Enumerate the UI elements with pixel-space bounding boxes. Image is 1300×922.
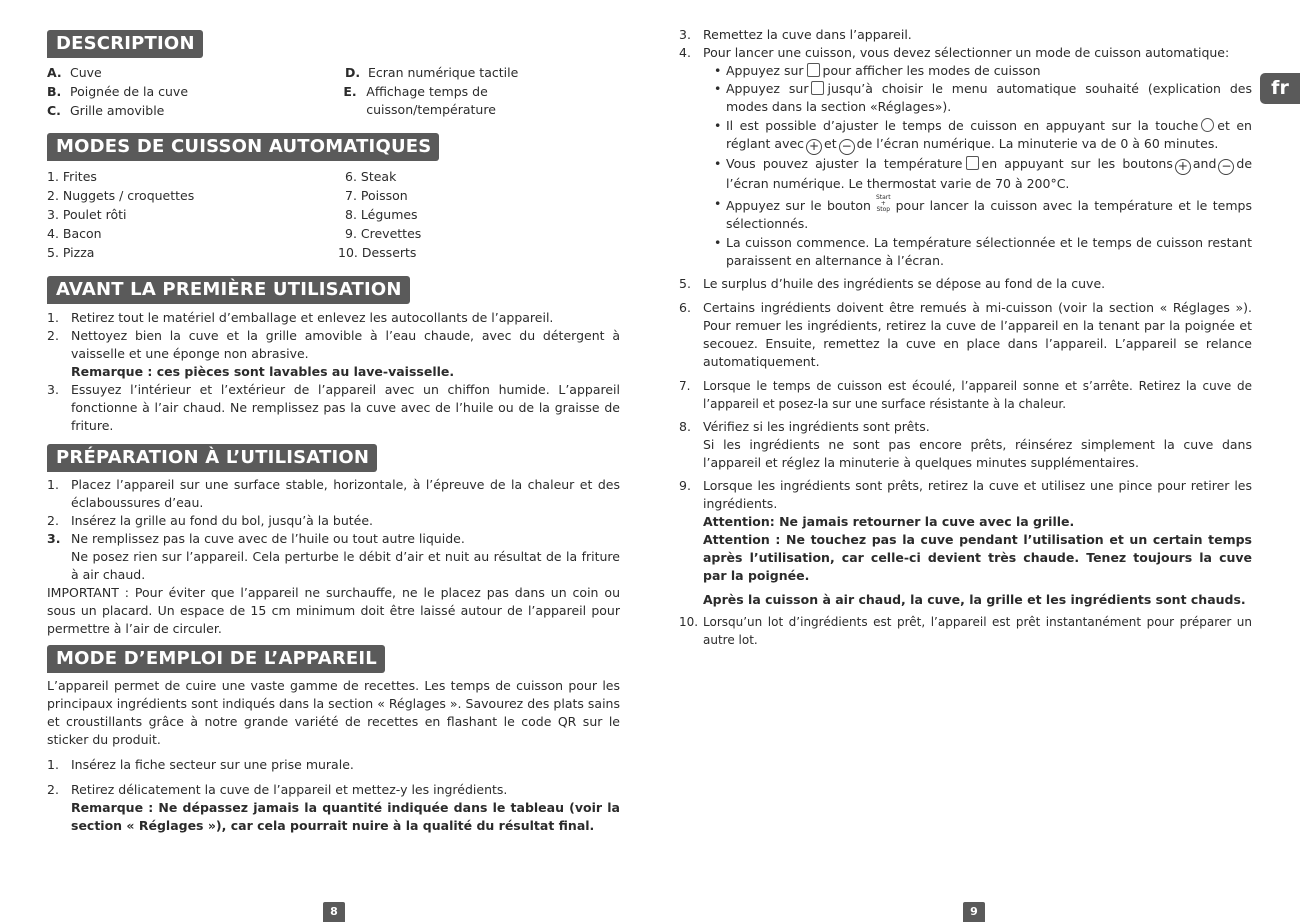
bullet-text: de l’écran numérique. La minuterie va de 0 à 60 minutes. <box>856 136 1219 151</box>
list-item <box>679 377 1252 413</box>
item-letter: E. <box>343 84 357 99</box>
minus-icon: − <box>1218 159 1234 175</box>
mode-item: 8. Légumes <box>345 207 418 222</box>
item-letter: B. <box>47 84 62 99</box>
mode-item: 5. Pizza <box>47 245 95 260</box>
warning-text: Attention: Ne jamais retourner la cuve avec la grille. <box>703 514 1075 529</box>
mode-item: 4. Bacon <box>47 226 102 241</box>
warning-text: Attention : Ne touchez pas la cuve pendant l’utilisation et un certain temps après l’utilisation, car celle-ci devient très chaude. Tenez toujours la cuve par la poignée. <box>703 532 1252 583</box>
item-text: Insérez la grille au fond du bol, jusqu’à la butée. <box>71 513 374 528</box>
list-item <box>679 418 1252 472</box>
bullet-item: • Appuyez sur jusqu’à choisir le menu automatique souhaité (explication des modes dans la section «Réglages»). <box>714 81 1253 114</box>
item-text: Retirez délicatement la cuve de l’appareil et mettez-y les ingrédients. <box>71 782 508 797</box>
list-item <box>47 327 620 381</box>
bullet-item: • Vous pouvez ajuster la température en appuyant sur les boutons + and − de l’écran numérique. Le thermostat varie de 70 à 200°C. <box>714 156 1253 191</box>
bullet-text: Appuyez sur le bouton <box>726 198 871 213</box>
item-number: 9. <box>679 478 691 493</box>
bullet-text: et en réglant avec <box>726 118 1252 151</box>
preparation-heading: PRÉPARATION À L’UTILISATION <box>47 444 377 472</box>
mode-item: 2. Nuggets / croquettes <box>47 188 195 203</box>
item-letter: D. <box>345 65 361 80</box>
list-item <box>47 381 620 435</box>
item-text: Lorsqu’un lot d’ingrédients est prêt, l’appareil est prêt instantanément pour préparer un autre lot. <box>703 615 1252 647</box>
language-tab: fr <box>1260 73 1300 104</box>
item-text: Si les ingrédients ne sont pas encore prêts, réinsérez simplement la cuve dans l’appareil et réglez la minuterie à quelques minutes supplémentaires. <box>703 437 1252 470</box>
item-label: Poignée de la cuve <box>70 84 189 99</box>
item-text: Ne posez rien sur l’appareil. Cela perturbe le débit d’air et nuit au résultat de la friture à air chaud. <box>71 549 620 582</box>
list-item <box>679 613 1252 649</box>
bullet-text: pour lancer la cuisson avec la température et le temps sélectionnés. <box>726 198 1252 231</box>
list-item <box>47 476 620 512</box>
mode-item: 7. Poisson <box>345 188 408 203</box>
item-number: 1. <box>47 310 59 325</box>
mode-emploi-intro: L’appareil permet de cuire une vaste gamme de recettes. Les temps de cuisson pour les principaux ingrédients sont indiqués dans la section « Réglages ». Savourez des plats sains et croustillants grâce à notre grande variété de recettes en flashant le code QR sur le sticker du produit. <box>47 678 620 747</box>
bullet-text: en appuyant sur les boutons <box>981 156 1173 171</box>
item-text: Retirez tout le matériel d’emballage et enlevez les autocollants de l’appareil. <box>71 310 554 325</box>
stop-label: Stop <box>876 206 891 213</box>
bullet-list <box>714 62 1252 270</box>
list-item <box>679 44 1252 270</box>
avant-list <box>47 309 620 435</box>
mode-item: 6. Steak <box>345 169 397 184</box>
list-item <box>679 26 1252 44</box>
list-item <box>47 530 620 584</box>
right-column <box>679 26 1252 649</box>
list-item <box>47 309 620 327</box>
mode-item: 3. Poulet rôti <box>47 207 127 222</box>
item-text: Lorsque les ingrédients sont prêts, retirez la cuve et utilisez une pince pour retirer les ingrédients. <box>703 478 1252 511</box>
item-text: Vérifiez si les ingrédients sont prêts. <box>703 419 930 434</box>
item-label: Cuve <box>70 65 102 80</box>
menu-basket-icon <box>807 63 820 77</box>
bullet-text: et <box>824 136 837 151</box>
item-label: Grille amovible <box>70 103 165 118</box>
description-heading: DESCRIPTION <box>47 30 203 58</box>
preparation-list <box>47 476 620 584</box>
item-number: 1. <box>47 757 59 772</box>
item-number: 5. <box>679 276 691 291</box>
list-item <box>47 781 620 835</box>
item-text: Placez l’appareil sur une surface stable, horizontale, à l’épreuve de la chaleur et des éclaboussures d’eau. <box>71 477 620 510</box>
item-number: 3. <box>679 27 691 42</box>
page-number-left: 8 <box>323 902 345 922</box>
plus-icon: + <box>806 139 822 155</box>
list-item <box>679 477 1252 609</box>
avant-heading: AVANT LA PREMIÈRE UTILISATION <box>47 276 410 304</box>
timer-icon <box>1201 118 1214 132</box>
bullet-text: and <box>1192 156 1217 171</box>
item-text: Nettoyez bien la cuve et la grille amovible à l’eau chaude, avec du détergent à vaisselle et une éponge non abrasive. <box>71 328 620 361</box>
modes-heading: MODES DE CUISSON AUTOMATIQUES <box>47 133 439 161</box>
bullet-text: pour afficher les modes de cuisson <box>822 63 1041 78</box>
plus-icon: + <box>1175 159 1191 175</box>
item-number: 7. <box>679 379 691 393</box>
item-number: 6. <box>679 300 691 315</box>
bullet-text: Appuyez sur <box>726 81 809 96</box>
item-text: Remettez la cuve dans l’appareil. <box>703 27 912 42</box>
item-text: Lorsque le temps de cuisson est écoulé, l’appareil sonne et s’arrête. Retirez la cuve de l’appareil et posez-la sur une surface résistante à la chaleur. <box>703 379 1252 411</box>
bullet-text: Vous pouvez ajuster la température <box>726 156 963 171</box>
minus-icon: − <box>839 139 855 155</box>
important-note: IMPORTANT : Pour éviter que l’appareil ne surchauffe, ne le placez pas dans un coin ou sous un placard. Un espace de 15 cm minimum doit être laissé autour de l’appareil pour permettre à l’air de circuler. <box>47 585 620 636</box>
item-remark: Remarque : ces pièces sont lavables au lave-vaisselle. <box>71 364 455 379</box>
list-item <box>679 299 1252 371</box>
page-number-right: 9 <box>963 902 985 922</box>
start-label: Start <box>875 194 891 201</box>
mode-item: 9. Crevettes <box>345 226 422 241</box>
item-number: 1. <box>47 477 59 492</box>
mode-emploi-list <box>47 756 620 835</box>
description-list <box>47 64 620 121</box>
item-text: Certains ingrédients doivent être remués à mi-cuisson (voir la section « Réglages »). Pour remuer les ingrédients, retirez la cuve de l’appareil en la tenant par la poignée et secouez. Ensuite, remettez la cuve en place dans l’appareil. L’appareil se relance automatiquement. <box>703 300 1252 369</box>
bullet-text: Appuyez sur <box>726 63 804 78</box>
modes-list <box>47 168 620 263</box>
item-text: Insérez la fiche secteur sur une prise murale. <box>71 757 354 772</box>
list-item <box>47 512 620 530</box>
start-stop-icon: Start + Stop <box>875 194 891 213</box>
mode-item: 10. Desserts <box>338 245 417 260</box>
item-number: 8. <box>679 419 691 434</box>
bullet-item: • La cuisson commence. La température sélectionnée et le temps de cuisson restant paraissent en alternance à l’écran. <box>714 235 1252 268</box>
left-column <box>47 30 620 835</box>
bullet-text: Il est possible d’ajuster le temps de cuisson en appuyant sur la touche <box>726 118 1199 133</box>
bullet-item: • Appuyez sur le boutonStart + Stop pour lancer la cuisson avec la température et le temps sélectionnés. <box>714 194 1252 231</box>
item-remark: Remarque : Ne dépassez jamais la quantité indiquée dans le tableau (voir la section « Réglages »), car cela pourrait nuire à la qualité du résultat final. <box>71 800 620 833</box>
item-letter: A. <box>47 65 62 80</box>
steps-list <box>679 26 1252 649</box>
bullet-text: de l’écran numérique. Le thermostat varie de 70 à 200°C. <box>726 156 1253 191</box>
item-number: 10. <box>679 615 699 629</box>
item-number: 4. <box>679 45 691 60</box>
mode-emploi-heading: MODE D’EMPLOI DE L’APPAREIL <box>47 645 385 673</box>
item-number: 2. <box>47 328 59 343</box>
item-number: 3. <box>47 531 61 546</box>
item-number: 3. <box>47 382 59 397</box>
item-text: Le surplus d’huile des ingrédients se dépose au fond de la cuve. <box>703 276 1106 291</box>
item-label: Ecran numérique tactile <box>368 65 519 80</box>
item-number: 2. <box>47 513 59 528</box>
thermometer-icon <box>966 156 979 170</box>
warning-text: Après la cuisson à air chaud, la cuve, la grille et les ingrédients sont chauds. <box>703 592 1246 607</box>
bullet-text: La cuisson commence. La température sélectionnée et le temps de cuisson restant paraissent en alternance à l’écran. <box>726 235 1252 268</box>
item-text: Essuyez l’intérieur et l’extérieur de l’appareil avec un chiffon humide. L’appareil fonctionne à l’air chaud. Ne remplissez pas la cuve avec de l’huile ou de la graisse de friture. <box>71 382 620 433</box>
list-item <box>47 756 620 774</box>
menu-basket-icon <box>811 81 824 95</box>
item-letter: C. <box>47 103 61 118</box>
bullet-item: • Il est possible d’ajuster le temps de cuisson en appuyant sur la touche et en réglant avec + et − de l’écran numérique. La minuterie va de 0 à 60 minutes. <box>714 118 1252 153</box>
bullet-text: jusqu’à choisir le menu automatique souhaité (explication des modes dans la section «Réglages»). <box>726 81 1253 114</box>
item-text: Ne remplissez pas la cuve avec de l’huile ou tout autre liquide. <box>71 531 465 546</box>
item-number: 2. <box>47 782 59 797</box>
mode-item: 1. Frites <box>47 169 97 184</box>
list-item <box>679 275 1252 293</box>
bullet-item: • Appuyez sur pour afficher les modes de cuisson <box>714 63 1041 78</box>
item-text: Pour lancer une cuisson, vous devez sélectionner un mode de cuisson automatique: <box>703 45 1230 60</box>
item-label: Affichage temps de cuisson/température <box>366 84 496 117</box>
